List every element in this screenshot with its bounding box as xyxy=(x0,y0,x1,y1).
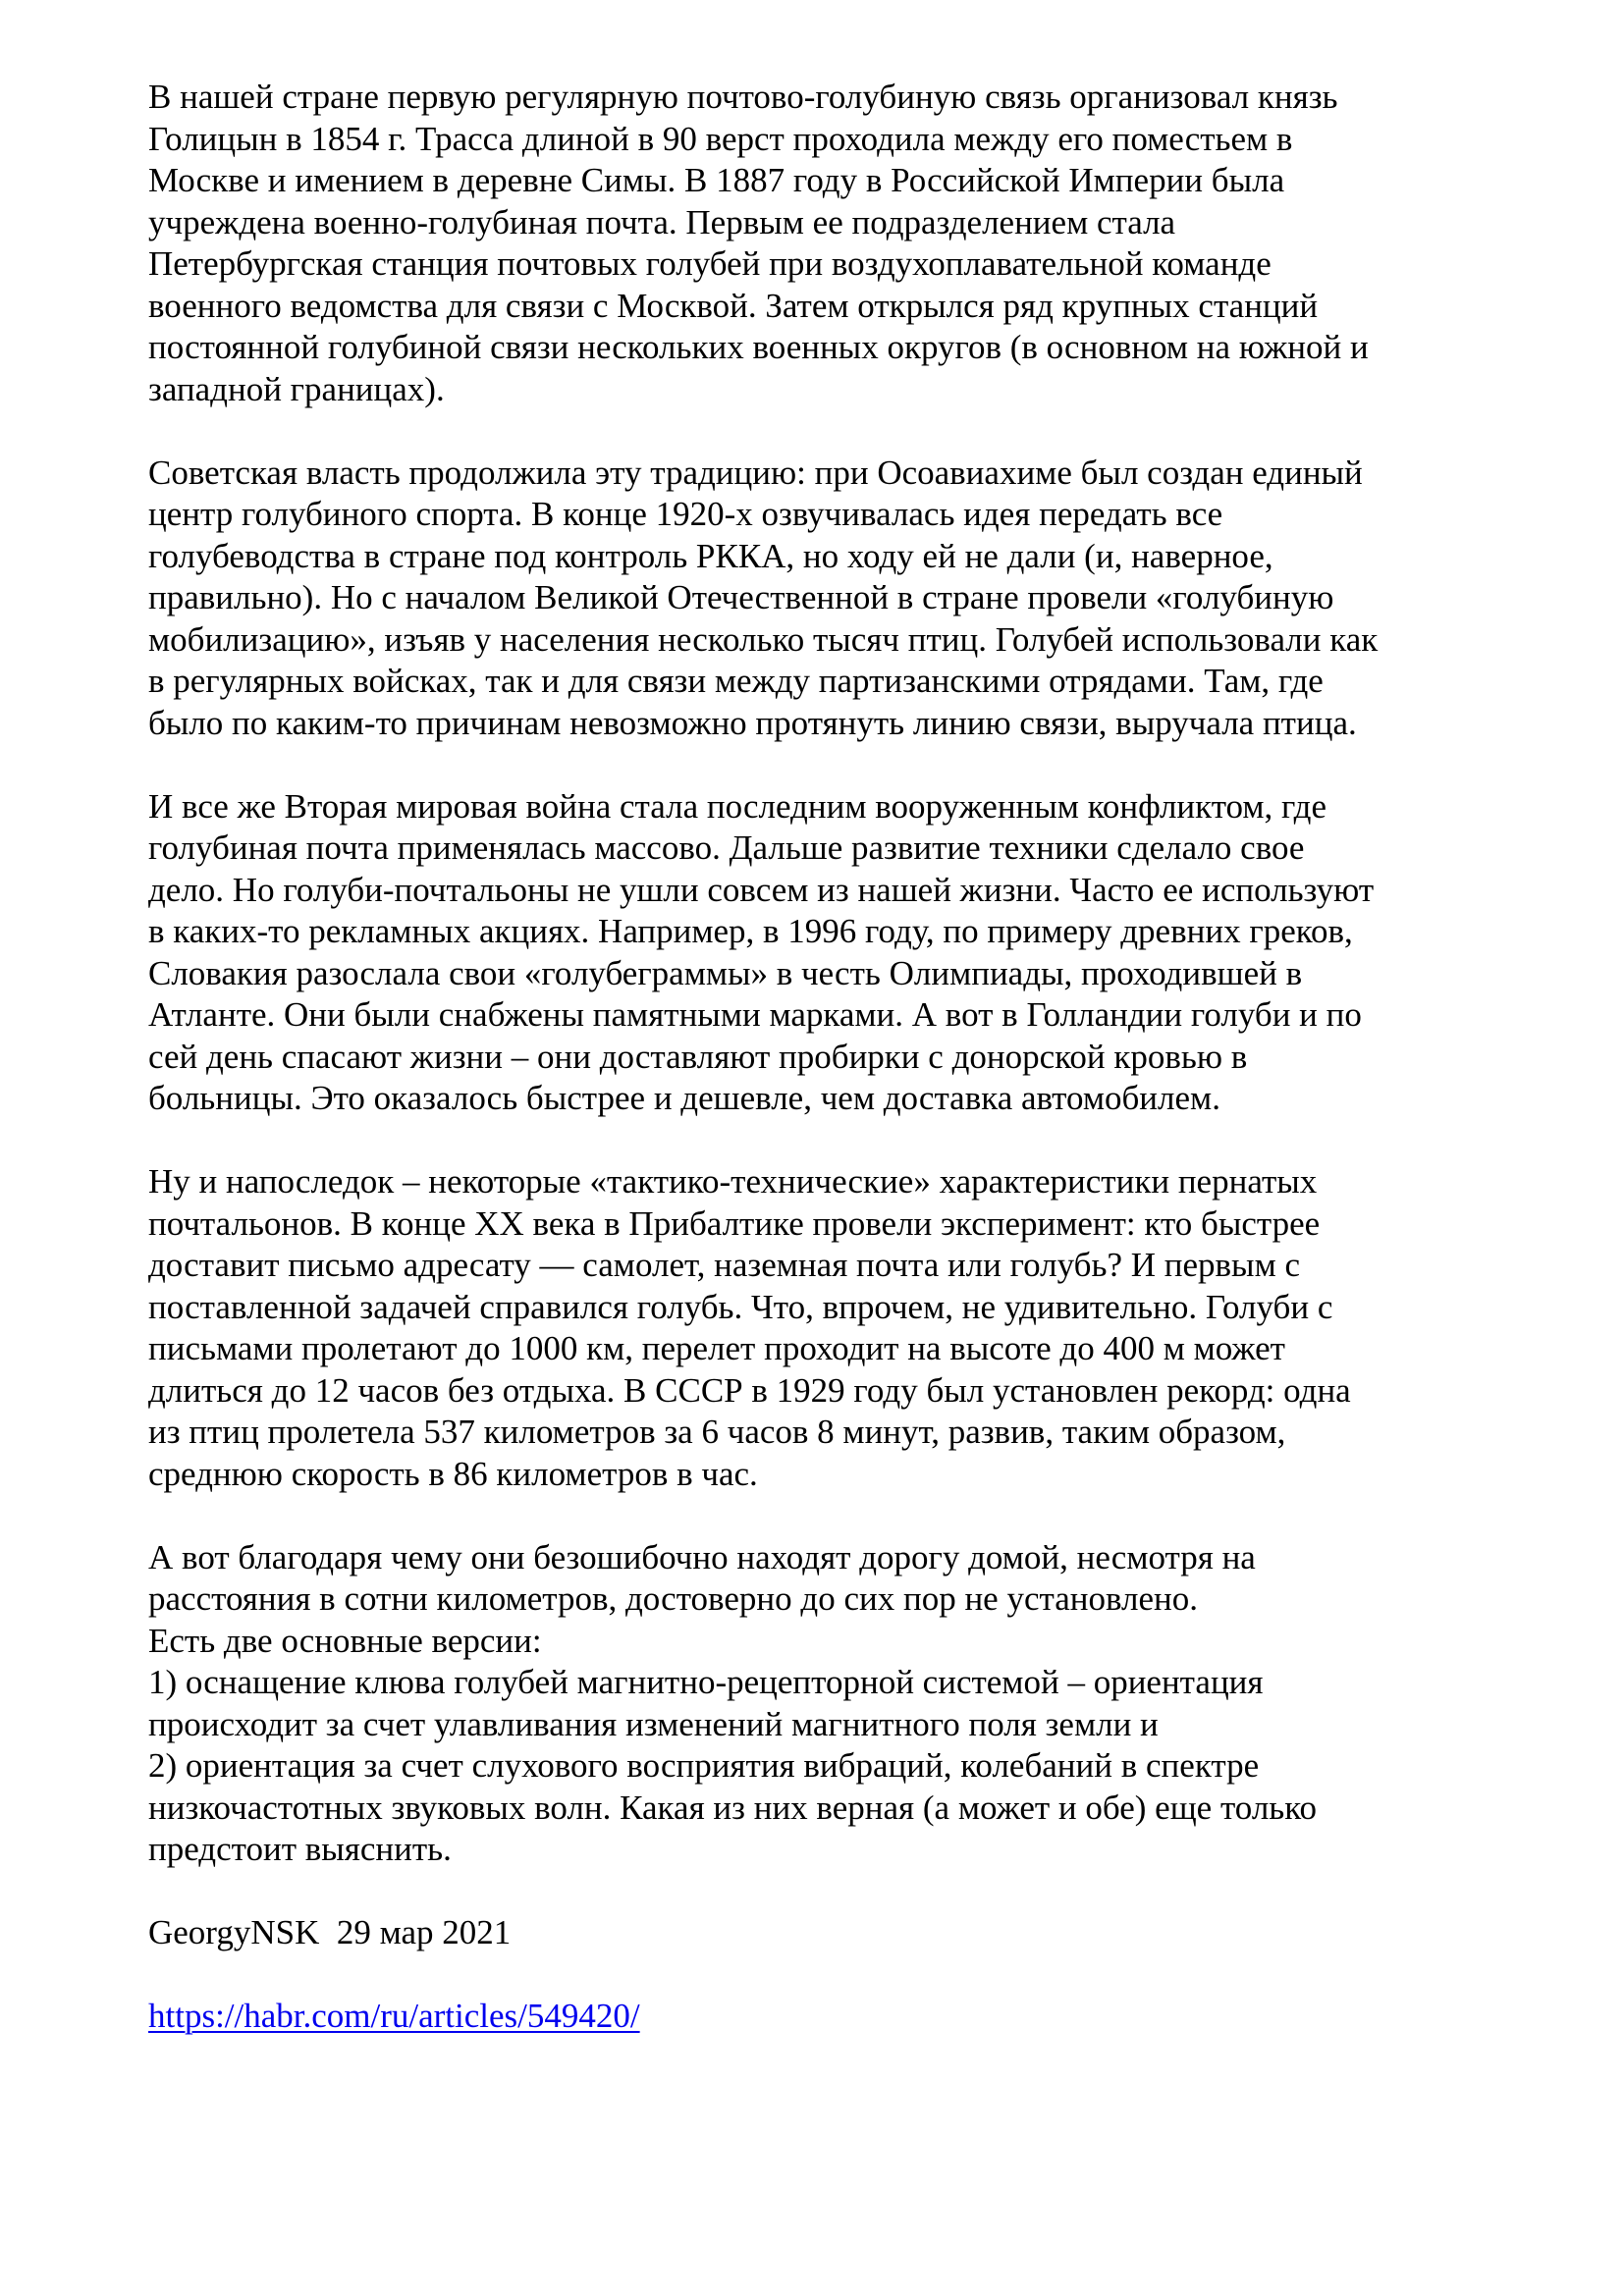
text-line: низкочастотных звуковых волн. Какая из них верная (а может и обе) еще только xyxy=(148,1788,1317,1827)
paragraph-gap xyxy=(148,1954,1543,1997)
text-line: В нашей стране первую регулярную почтово-голубиную связь организовал князь xyxy=(148,78,1338,116)
text-line: голубиная почта применялась массово. Дальше развитие техники сделало свое xyxy=(148,828,1305,867)
text-line: предстоит выяснить. xyxy=(148,1830,452,1868)
text-line: 1) оснащение клюва голубей магнитно-рецепторной системой – ориентация xyxy=(148,1663,1264,1701)
paragraph-gap xyxy=(148,1495,1543,1537)
text-line: в регулярных войсках, так и для связи между партизанскими отрядами. Там, где xyxy=(148,662,1324,700)
text-line: западной границах). xyxy=(148,369,445,408)
text-line: больницы. Это оказалось быстрее и дешевле, чем доставка автомобилем. xyxy=(148,1079,1220,1117)
paragraph-gap xyxy=(148,1871,1543,1913)
source-link-line xyxy=(148,1996,1543,2038)
document-page xyxy=(148,77,1543,2038)
article-body xyxy=(148,77,1543,1871)
text-line: 2) ориентация за счет слухового восприятия вибраций, колебаний в спектре xyxy=(148,1746,1260,1785)
text-line: постоянной голубиной связи нескольких военных округов (в основном на южной и xyxy=(148,328,1369,366)
text-line: расстояния в сотни километров, достоверно до сих пор не установлено. xyxy=(148,1579,1199,1618)
text-line: было по каким-то причинам невозможно протянуть линию связи, выручала птица. xyxy=(148,703,1357,742)
text-line: голубеводства в стране под контроль РККА, но ходу ей не дали (и, наверное, xyxy=(148,536,1273,575)
paragraph-1 xyxy=(148,77,1543,410)
text-line: учреждена военно-голубиная почта. Первым ее подразделением стала xyxy=(148,202,1176,241)
text-line: доставит письмо адресату — самолет, наземная почта или голубь? И первым с xyxy=(148,1246,1300,1284)
text-line: почтальонов. В конце XX века в Прибалтике провели эксперимент: кто быстрее xyxy=(148,1203,1321,1243)
text-line: правильно). Но с началом Великой Отечественной в стране провели «голубиную xyxy=(148,578,1334,616)
text-line: сей день спасают жизни – они доставляют пробирки с донорской кровью в xyxy=(148,1037,1248,1076)
paragraph-gap xyxy=(148,744,1543,786)
text-line: поставленной задачей справился голубь. Что, впрочем, не удивительно. Голуби с xyxy=(148,1287,1333,1326)
text-line: Атланте. Они были снабжены памятными марками. А вот в Голландии голуби и по xyxy=(148,995,1362,1034)
text-line: происходит за счет улавливания изменений магнитного поля земли и xyxy=(148,1704,1159,1743)
text-line: Голицын в 1854 г. Трасса длиной в 90 верст проходила между его поместьем в xyxy=(148,119,1293,158)
text-line: Ну и напоследок – некоторые «тактико-технические» характеристики пернатых xyxy=(148,1162,1318,1201)
text-line: военного ведомства для связи с Москвой. Затем открылся ряд крупных станций xyxy=(148,286,1319,325)
text-line: длиться до 12 часов без отдыха. В СССР в 1929 году был установлен рекорд: одна xyxy=(148,1370,1351,1410)
text-line: в каких-то рекламных акциях. Например, в 1996 году, по примеру древних греков, xyxy=(148,912,1353,950)
paragraph-2 xyxy=(148,453,1543,745)
text-line: центр голубиного спорта. В конце 1920-х озвучивалась идея передать все xyxy=(148,495,1223,533)
signature-line: GeorgyNSK 29 мар 2021 xyxy=(148,1913,512,1951)
paragraph-3 xyxy=(148,786,1543,1120)
text-line: письмами пролетают до 1000 км, перелет проходит на высоте до 400 м может xyxy=(148,1329,1285,1367)
paragraph-4 xyxy=(148,1161,1543,1495)
source-link[interactable]: https://habr.com/ru/articles/549420/ xyxy=(148,1997,640,2035)
text-line: Словакия разослала свои «голубеграммы» в честь Олимпиады, проходившей в xyxy=(148,953,1303,992)
text-line: из птиц пролетела 537 километров за 6 часов 8 минут, развив, таким образом, xyxy=(148,1413,1286,1451)
text-line: дело. Но голуби-почтальоны не ушли совсем из нашей жизни. Часто ее используют xyxy=(148,870,1375,909)
text-line: среднюю скорость в 86 километров в час. xyxy=(148,1454,758,1493)
text-line: Петербургская станция почтовых голубей при воздухоплавательной команде xyxy=(148,244,1272,283)
text-line: И все же Вторая мировая война стала последним вооруженным конфликтом, где xyxy=(148,786,1326,826)
text-line: Есть две основные версии: xyxy=(148,1621,542,1660)
paragraph-gap xyxy=(148,1120,1543,1162)
text-line: А вот благодаря чему они безошибочно находят дорогу домой, несмотря на xyxy=(148,1537,1256,1576)
text-line: Советская власть продолжила эту традицию: при Осоавиахиме был создан единый xyxy=(148,453,1363,492)
paragraph-gap xyxy=(148,410,1543,453)
text-line: Москве и имением в деревне Симы. В 1887 году в Российской Империи была xyxy=(148,161,1285,199)
text-line: мобилизацию», изъяв у населения несколько тысяч птиц. Голубей использовали как xyxy=(148,619,1379,659)
paragraph-5 xyxy=(148,1537,1543,1871)
